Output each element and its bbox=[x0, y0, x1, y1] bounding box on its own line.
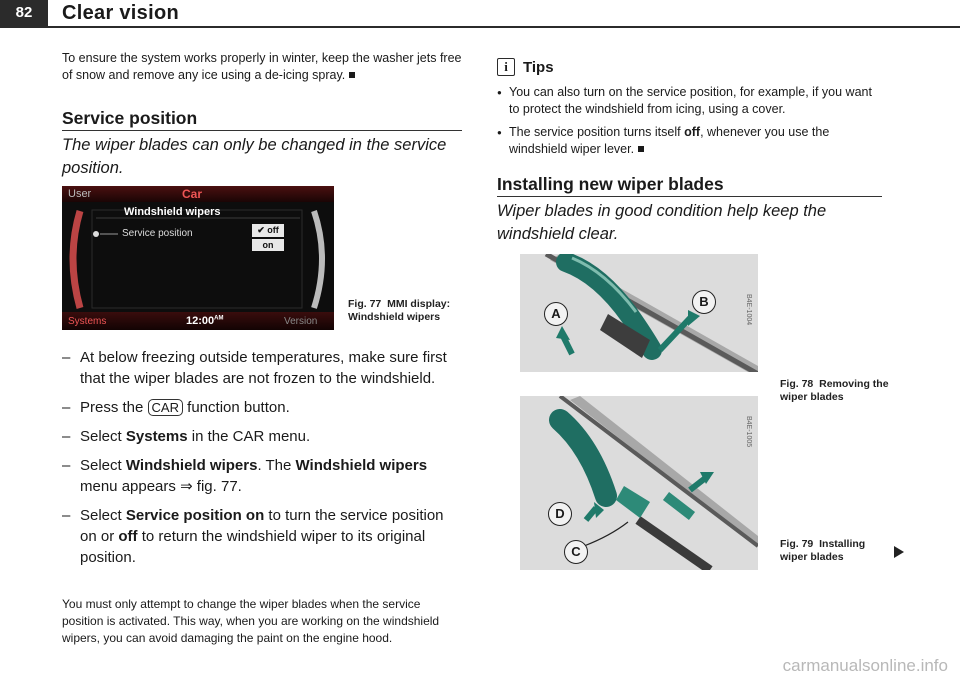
step-5-service-on: Service position on bbox=[125, 507, 265, 524]
step-4-wipers-menu: Windshield wipers bbox=[295, 457, 428, 474]
note-paragraph: You must only attempt to change the wiper blades when the service position is activated. This way, when you are working on the windshield wipers, you can avoid damaging the paint on the engine hood. bbox=[62, 597, 440, 645]
step-5-text-e: to return the windshield wiper to its original position. bbox=[80, 528, 426, 566]
mmi-display-image bbox=[62, 186, 334, 330]
mmi-clock-time: 12:00 bbox=[186, 315, 215, 327]
mmi-menu-title: Windshield wipers bbox=[124, 206, 221, 218]
step-3-text-c: in the CAR menu. bbox=[191, 428, 311, 445]
step-4-text-e: menu appears ⇒ fig. 77. bbox=[80, 478, 242, 495]
intro-text: To ensure the system works properly in winter, keep the washer jets free of snow and remove any ice using a de-icing spray. bbox=[62, 51, 462, 82]
car-key-label: CAR bbox=[148, 399, 183, 416]
end-mark bbox=[349, 72, 355, 78]
fig79-title-2: wiper blades bbox=[780, 551, 844, 563]
label-c-badge: C bbox=[564, 540, 588, 564]
fig77-title: MMI display: bbox=[387, 298, 451, 310]
label-a-badge: A bbox=[544, 302, 568, 326]
step-4-wipers: Windshield wipers bbox=[125, 457, 258, 474]
mmi-tab-user: User bbox=[68, 188, 92, 200]
fig77-title-2: Windshield wipers bbox=[348, 311, 441, 323]
mmi-clock-suffix: AM bbox=[214, 315, 224, 322]
mmi-option-on: on bbox=[252, 239, 284, 251]
section-lead-installing: Wiper blades in good condition help keep the windshield clear. bbox=[497, 202, 827, 243]
step-2-text-a: Press the bbox=[80, 399, 144, 416]
step-3 bbox=[62, 426, 462, 447]
section-lead-service: The wiper blades can only be changed in the service position. bbox=[62, 136, 447, 177]
tip-2-off: off bbox=[684, 125, 701, 139]
fig79-code: B4E-1005 bbox=[745, 416, 752, 448]
step-4-text-a: Select bbox=[80, 457, 122, 474]
watermark: carmanualsonline.info bbox=[782, 656, 948, 675]
step-5-off: off bbox=[118, 528, 138, 545]
tip-1: ● You can also turn on the service position, for example, if you want to protect the windshield from icing, using a cover. bbox=[497, 84, 882, 118]
fig79-number: Fig. 79 bbox=[780, 538, 814, 550]
continue-arrow-icon bbox=[894, 546, 904, 558]
info-icon: i bbox=[497, 58, 515, 76]
fig79-image bbox=[520, 396, 758, 570]
section-title-installing: Installing new wiper blades bbox=[497, 174, 724, 194]
section-rule bbox=[62, 130, 462, 131]
tip-2-text-c: , whenever you use the windshield wiper lever. bbox=[509, 125, 830, 156]
fig78-code: B4E-1004 bbox=[745, 294, 752, 326]
label-d-badge: D bbox=[548, 502, 572, 526]
step-1-text: At below freezing outside temperatures, make sure first that the wiper blades are not frozen to the windshield. bbox=[80, 349, 447, 387]
fig78-title-2: wiper blades bbox=[780, 391, 844, 403]
step-1 bbox=[62, 347, 462, 389]
intro-paragraph bbox=[62, 50, 462, 84]
section-rule bbox=[497, 196, 882, 197]
tips-title: Tips bbox=[523, 58, 554, 76]
tip-2-text-a: The service position turns itself bbox=[509, 125, 681, 139]
fig78-image bbox=[520, 254, 758, 372]
label-b-badge: B bbox=[692, 290, 716, 314]
section-title-service: Service position bbox=[62, 108, 198, 128]
fig77-number: Fig. 77 bbox=[348, 298, 382, 310]
tip-2 bbox=[497, 124, 882, 158]
step-2 bbox=[62, 397, 462, 418]
mmi-tab-systems: Systems bbox=[68, 316, 107, 327]
instruction-steps bbox=[62, 347, 462, 576]
mmi-clock bbox=[186, 315, 223, 327]
fig78-number: Fig. 78 bbox=[780, 378, 814, 390]
mmi-option-off: ✔ off bbox=[252, 224, 284, 237]
step-4-text-c: . The bbox=[257, 457, 292, 474]
fig77-caption bbox=[348, 298, 458, 324]
step-2-text-b: function button. bbox=[187, 399, 290, 416]
header-rule bbox=[0, 26, 960, 28]
mmi-tab-car: Car bbox=[182, 187, 203, 201]
mmi-item-service-position: Service position bbox=[122, 228, 193, 239]
step-5 bbox=[62, 505, 462, 568]
fig79-title: Installing bbox=[819, 538, 866, 550]
step-4 bbox=[62, 455, 462, 497]
fig78-title: Removing the bbox=[819, 378, 889, 390]
fig78-caption bbox=[780, 378, 890, 404]
tips-list bbox=[497, 84, 882, 164]
step-3-text-a: Select bbox=[80, 428, 122, 445]
fig79-caption bbox=[780, 538, 890, 564]
step-3-systems: Systems bbox=[125, 428, 188, 445]
tips-header bbox=[497, 58, 554, 76]
page-number: 82 bbox=[0, 0, 48, 26]
step-5-text-a: Select bbox=[80, 507, 122, 524]
step-5-text-c: to turn the service position on or bbox=[80, 507, 444, 545]
end-mark bbox=[638, 146, 644, 152]
chapter-title: Clear vision bbox=[62, 2, 179, 24]
wiper-install-drawing bbox=[520, 396, 758, 570]
mmi-tab-version: Version bbox=[284, 316, 318, 327]
